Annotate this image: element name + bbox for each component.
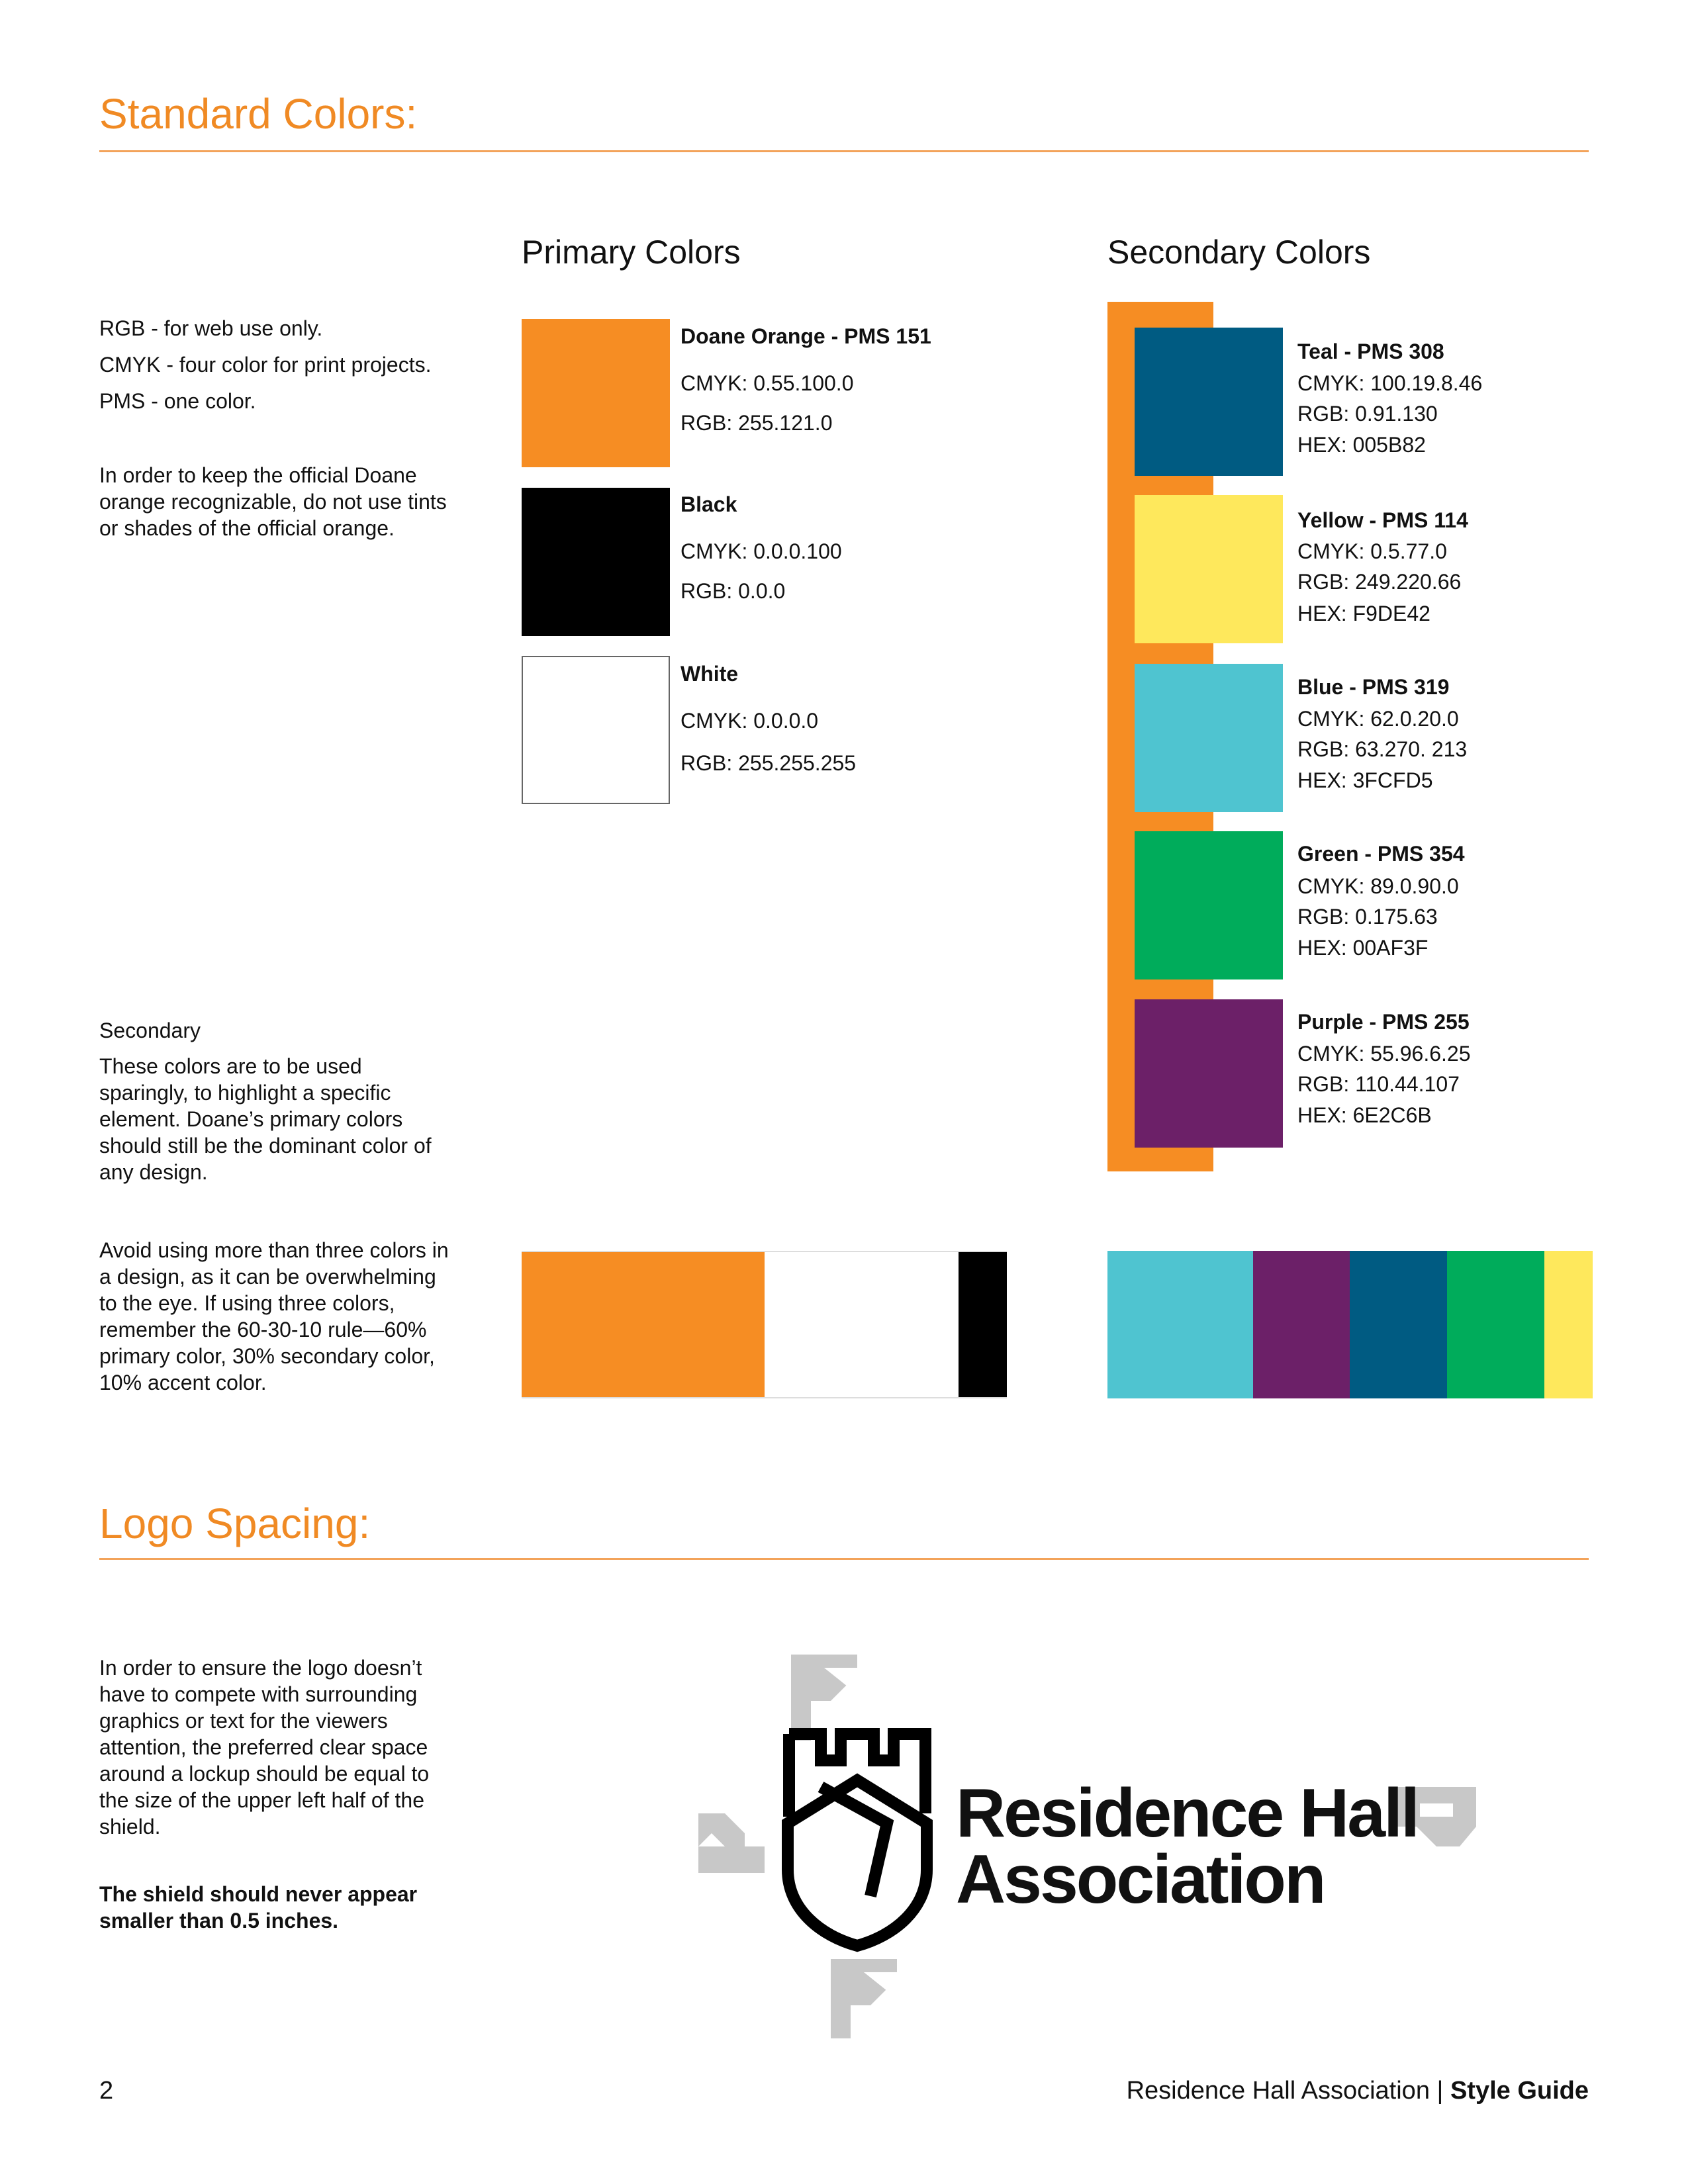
logo-note-body: In order to ensure the logo doesn’t have to compete with surrounding graphics or text for the viewers attention, the preferred clear space around a lockup should be equal to the size of the upper left half of the shield. (99, 1656, 430, 1839)
rgb-yellow: RGB: 249.220.66 (1297, 570, 1462, 594)
note-pms: PMS - one color. (99, 389, 256, 413)
secondary-ratio-segment-2 (1253, 1251, 1350, 1398)
primary-ratio-bar (522, 1251, 1007, 1398)
secondary-ratio-segment-4 (1447, 1251, 1544, 1398)
note-cmyk: CMYK - four color for print projects. (99, 353, 432, 377)
secondary-ratio-segment-3 (1350, 1251, 1447, 1398)
secondary-ratio-segment-5 (1544, 1251, 1593, 1398)
logo-note-warning: The shield should never appear smaller than 0.5 inches. (99, 1882, 418, 1933)
swatch-white (522, 656, 670, 804)
primary-ratio-segment-3 (959, 1252, 1007, 1397)
swatch-purple (1135, 999, 1283, 1148)
note-rgb: RGB - for web use only. (99, 316, 323, 340)
swatch-teal (1135, 328, 1283, 476)
wordmark-line1: Residence Hall (956, 1775, 1418, 1852)
secondary-colors-title: Secondary Colors (1107, 234, 1371, 271)
swatch-blue (1135, 664, 1283, 812)
cmyk-doane-orange: CMYK: 0.55.100.0 (680, 371, 854, 395)
swatch-green (1135, 831, 1283, 979)
cmyk-black: CMYK: 0.0.0.100 (680, 539, 842, 563)
wordmark-line2: Association (956, 1841, 1325, 1918)
note-keep-orange: In order to keep the official Doane orange recognizable, do not use tints or shades of the official orange. (99, 463, 447, 540)
clearspace-marker-bottom (831, 1959, 897, 2038)
cmyk-purple: CMYK: 55.96.6.25 (1297, 1042, 1471, 1066)
standard-colors-heading: Standard Colors: (99, 90, 418, 138)
secondary-ratio-segment-1 (1107, 1251, 1253, 1398)
note-secondary-body: These colors are to be used sparingly, to highlight a specific element. Doane’s primary colors should still be the dominant color of any design. (99, 1054, 432, 1184)
note-avoid: Avoid using more than three colors in a design, as it can be overwhelming to the eye. If using three colors, remember the 60-30-10 rule—60% primary color, 30% secondary color, 10% accent color. (99, 1238, 449, 1394)
label-black: Black (680, 492, 737, 516)
swatch-yellow (1135, 495, 1283, 643)
cmyk-green: CMYK: 89.0.90.0 (1297, 874, 1459, 898)
cmyk-white: CMYK: 0.0.0.0 (680, 709, 819, 733)
note-secondary-title: Secondary (99, 1019, 201, 1042)
footer-org: Residence Hall Association | (1126, 2077, 1450, 2105)
hex-blue: HEX: 3FCFD5 (1297, 768, 1433, 792)
logo-heading-rule (99, 1558, 1589, 1560)
rgb-blue: RGB: 63.270. 213 (1297, 737, 1468, 761)
primary-ratio-segment-2 (765, 1252, 959, 1397)
rgb-green: RGB: 0.175.63 (1297, 905, 1438, 929)
swatch-doane-orange (522, 319, 670, 467)
label-white: White (680, 662, 739, 686)
cmyk-blue: CMYK: 62.0.20.0 (1297, 707, 1459, 731)
label-green: Green - PMS 354 (1297, 842, 1465, 866)
rgb-white: RGB: 255.255.255 (680, 751, 857, 775)
label-teal: Teal - PMS 308 (1297, 340, 1444, 363)
hex-yellow: HEX: F9DE42 (1297, 602, 1430, 625)
hex-purple: HEX: 6E2C6B (1297, 1103, 1432, 1127)
rgb-doane-orange: RGB: 255.121.0 (680, 411, 833, 435)
secondary-ratio-bar (1107, 1251, 1593, 1398)
primary-colors-title: Primary Colors (522, 234, 741, 271)
label-purple: Purple - PMS 255 (1297, 1010, 1470, 1034)
rgb-teal: RGB: 0.91.130 (1297, 402, 1438, 426)
hex-teal: HEX: 005B82 (1297, 433, 1426, 457)
rgb-purple: RGB: 110.44.107 (1297, 1072, 1460, 1096)
shield-logo-icon (774, 1724, 940, 1952)
cmyk-teal: CMYK: 100.19.8.46 (1297, 371, 1483, 395)
label-yellow: Yellow - PMS 114 (1297, 508, 1468, 532)
footer-title (1127, 2078, 1589, 2103)
footer-doc: Style Guide (1450, 2077, 1589, 2105)
cmyk-yellow: CMYK: 0.5.77.0 (1297, 539, 1447, 563)
heading-rule (99, 150, 1589, 152)
page-number: 2 (99, 2077, 114, 2105)
primary-ratio-segment-1 (522, 1252, 765, 1397)
rgb-black: RGB: 0.0.0 (680, 579, 786, 603)
logo-spacing-heading: Logo Spacing: (99, 1500, 371, 1547)
label-doane-orange: Doane Orange - PMS 151 (680, 324, 931, 348)
swatch-black (522, 488, 670, 636)
label-blue: Blue - PMS 319 (1297, 675, 1450, 699)
hex-green: HEX: 00AF3F (1297, 936, 1429, 960)
